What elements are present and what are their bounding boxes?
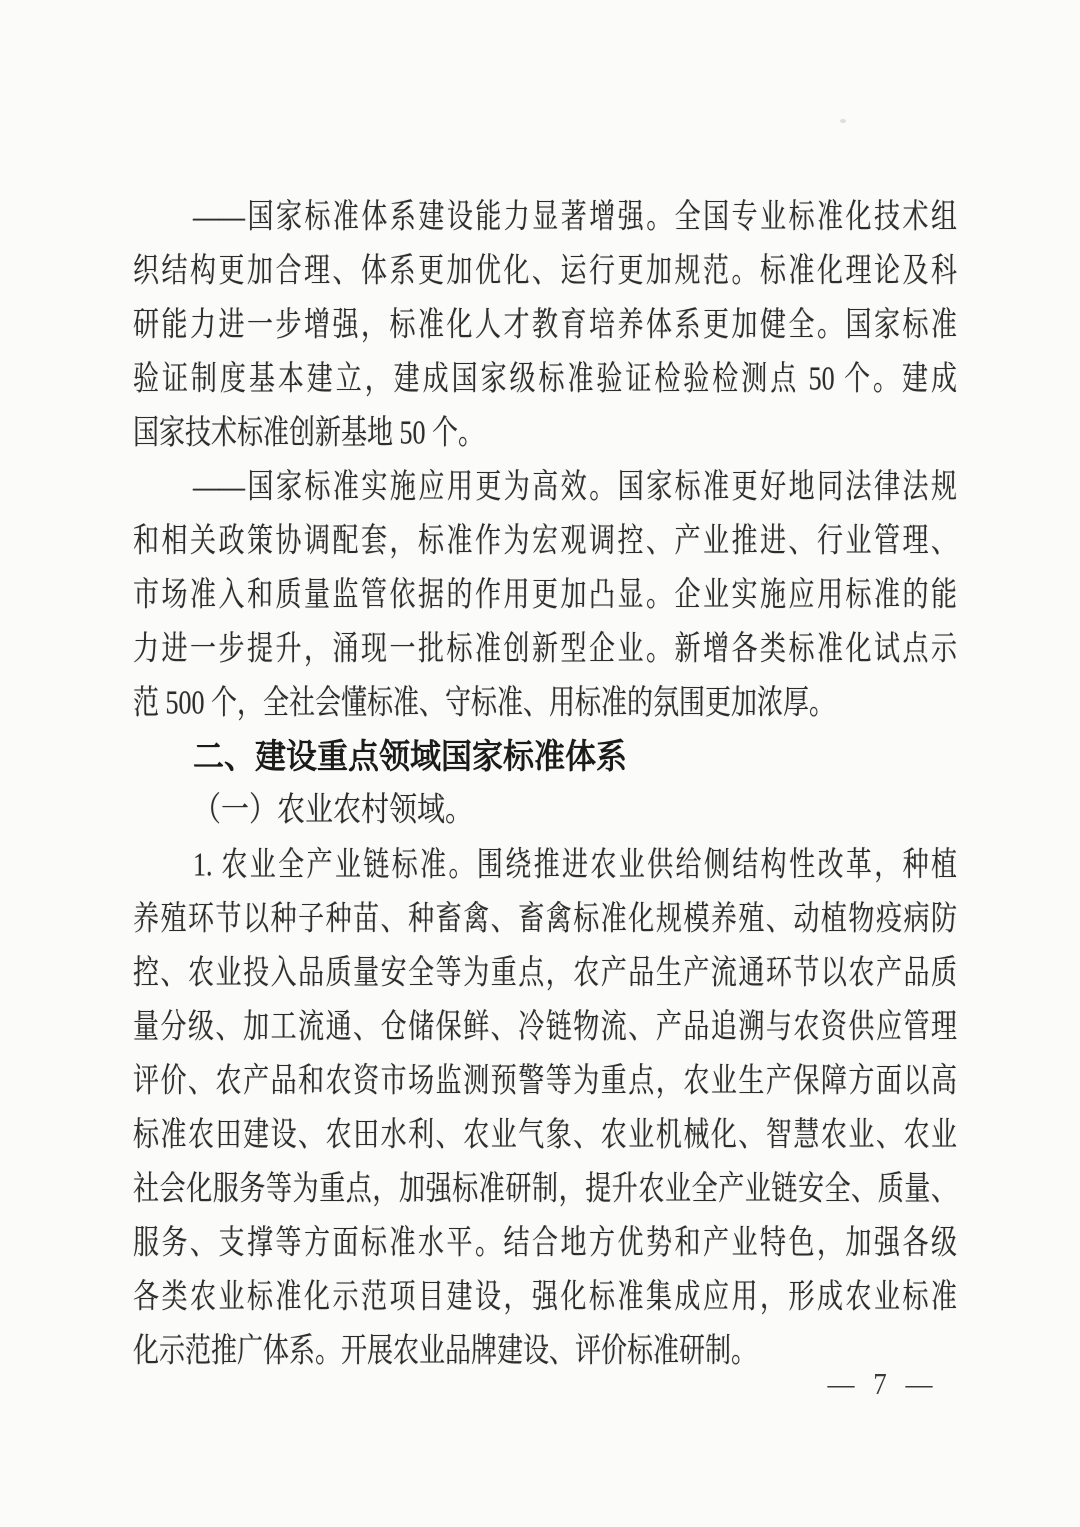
text-line: 织结构更加合理、体系更加优化、运行更加规范。标准化理论及科 bbox=[133, 251, 957, 290]
text-line: ——国家标准实施应用更为高效。国家标准更好地同法律法规 bbox=[193, 467, 957, 506]
text-line: 验证制度基本建立，建成国家级标准验证检验检测点 50 个。建成 bbox=[133, 359, 957, 398]
text-line: 研能力进一步增强，标准化人才教育培养体系更加健全。国家标准 bbox=[133, 305, 957, 344]
text-line: 标准农田建设、农田水利、农业气象、农业机械化、智慧农业、农业 bbox=[133, 1115, 957, 1154]
text-line: 养殖环节以种子种苗、种畜禽、畜禽标准化规模养殖、动植物疫病防 bbox=[133, 899, 957, 938]
section-heading-2: 二、建设重点领域国家标准体系 bbox=[193, 737, 627, 776]
text-line: 评价、农产品和农资市场监测预警等为重点，农业生产保障方面以高 bbox=[133, 1061, 957, 1100]
text-line: 各类农业标准化示范项目建设，强化标准集成应用，形成农业标准 bbox=[133, 1277, 957, 1316]
text-line: 国家技术标准创新基地 50 个。 bbox=[133, 413, 485, 452]
text-column bbox=[133, 190, 957, 1378]
page-number: — 7 — bbox=[827, 1367, 933, 1401]
text-line: 力进一步提升，涌现一批标准创新型企业。新增各类标准化试点示 bbox=[133, 629, 957, 668]
text-line: 和相关政策协调配套，标准作为宏观调控、产业推进、行业管理、 bbox=[133, 521, 957, 560]
scan-artifact-dot bbox=[840, 119, 846, 123]
text-line: 社会化服务等为重点，加强标准研制，提升农业全产业链安全、质量、 bbox=[133, 1169, 957, 1208]
text-line: 范 500 个，全社会懂标准、守标准、用标准的氛围更加浓厚。 bbox=[133, 683, 836, 722]
text-line: 服务、支撑等方面标准水平。结合地方优势和产业特色，加强各级 bbox=[133, 1223, 957, 1262]
text-line: 化示范推广体系。开展农业品牌建设、评价标准研制。 bbox=[133, 1331, 758, 1370]
text-line: 市场准入和质量监管依据的作用更加凸显。企业实施应用标准的能 bbox=[133, 575, 957, 614]
subsection-heading-agriculture: （一）农业农村领域。 bbox=[193, 791, 474, 829]
text-line: 量分级、加工流通、仓储保鲜、冷链物流、产品追溯与农资供应管理 bbox=[133, 1007, 957, 1046]
text-line: ——国家标准体系建设能力显著增强。全国专业标准化技术组 bbox=[193, 197, 957, 236]
text-line: 1. 农业全产业链标准。围绕推进农业供给侧结构性改革，种植 bbox=[193, 845, 957, 884]
text-line: 控、农业投入品质量安全等为重点，农产品生产流通环节以农产品质 bbox=[133, 953, 957, 992]
